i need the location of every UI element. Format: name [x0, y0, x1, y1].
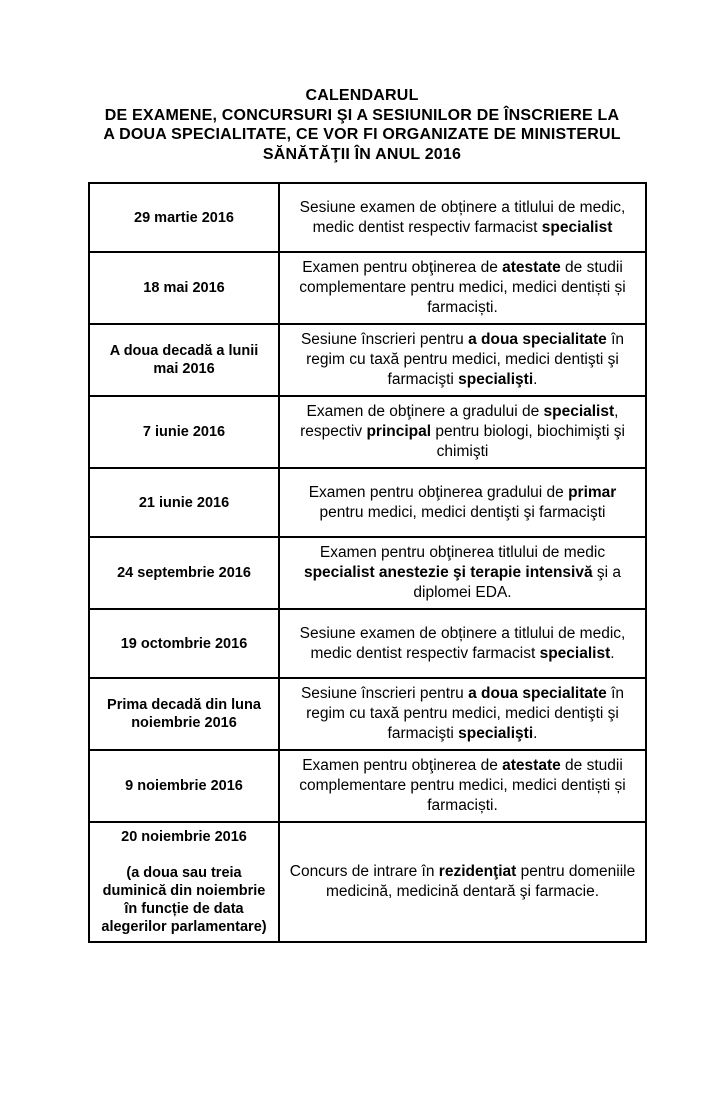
document-page	[0, 86, 724, 1110]
emphasis-text: specialist	[541, 218, 613, 236]
description-cell	[279, 537, 646, 609]
date-cell	[89, 252, 279, 324]
document-title	[20, 86, 704, 164]
description-cell	[279, 468, 646, 537]
body-text: Examen de obţinere a gradului de	[306, 403, 544, 420]
description-cell	[279, 609, 646, 678]
table-row	[89, 678, 646, 750]
date-line: Prima decadă din luna noiembrie 2016	[107, 697, 261, 731]
date-line	[98, 846, 270, 864]
table-row	[89, 252, 646, 324]
date-line: 24 septembrie 2016	[117, 565, 251, 581]
emphasis-text: primar	[568, 483, 617, 501]
body-text: .	[610, 644, 615, 662]
date-line: 7 iunie 2016	[142, 424, 226, 440]
body-text: pentru domeniile medicină, medicină dentară şi farmacie.	[325, 863, 636, 900]
emphasis-text: atestate	[502, 757, 561, 774]
table-row	[89, 468, 646, 537]
emphasis-text: specialişti	[458, 371, 534, 388]
table-row	[89, 537, 646, 609]
body-text: .	[533, 371, 538, 388]
body-text: Sesiune examen de obținere a titlului de medic, medic dentist respectiv farmacist	[299, 198, 626, 236]
date-line: 20 noiembrie 2016	[121, 829, 247, 845]
date-line: 9 noiembrie 2016	[125, 778, 243, 794]
title-line: CALENDARUL	[305, 87, 419, 104]
date-cell	[89, 537, 279, 609]
body-text: Examen pentru obţinerea titlului de medic	[319, 544, 606, 561]
description-cell	[279, 822, 646, 942]
body-text: Concurs de intrare în	[289, 863, 439, 880]
emphasis-text: specialist anestezie şi terapie intensivă	[303, 564, 593, 581]
title-line: A DOUA SPECIALITATE, CE VOR FI ORGANIZATE DE MINISTERUL	[103, 126, 621, 143]
body-text: pentru biologi, biochimişti şi chimişti	[431, 423, 625, 460]
body-text: de studii complementare pentru medici, medici dentiști și farmaciști.	[299, 757, 626, 814]
date-cell	[89, 678, 279, 750]
date-cell	[89, 822, 279, 942]
date-line: 29 martie 2016	[134, 209, 234, 226]
table-row	[89, 822, 646, 942]
description-cell	[279, 252, 646, 324]
body-text: Examen pentru obţinerea de	[302, 259, 503, 276]
body-text: de studii complementare pentru medici, medici dentiști și farmaciști.	[299, 259, 626, 316]
body-text: .	[533, 725, 538, 742]
date-cell	[89, 468, 279, 537]
body-text: în regim cu taxă pentru medici, medici dentişti şi farmacişti	[306, 685, 625, 742]
emphasis-text: specialişti	[458, 725, 534, 742]
description-cell	[279, 183, 646, 252]
date-cell	[89, 750, 279, 822]
body-text: pentru medici, medici dentişti şi farmacişti	[319, 503, 606, 521]
emphasis-text: specialist	[543, 403, 615, 420]
date-line: 21 iunie 2016	[138, 494, 230, 511]
description-cell	[279, 324, 646, 396]
date-line: (a doua sau treia duminică din noiembrie în funcție de data alegerilor parlamentare)	[101, 865, 267, 935]
body-text: Sesiune înscrieri pentru	[300, 331, 469, 348]
table-row	[89, 324, 646, 396]
body-text: Examen pentru obţinerea de	[302, 757, 503, 774]
date-line: 18 mai 2016	[143, 280, 225, 296]
table-row	[89, 183, 646, 252]
calendar-table	[88, 182, 647, 943]
description-cell	[279, 396, 646, 468]
emphasis-text: a doua specialitate	[468, 685, 607, 702]
body-text: Sesiune examen de obținere a titlului de medic, medic dentist respectiv farmacist	[299, 624, 626, 662]
description-cell	[279, 678, 646, 750]
date-cell	[89, 396, 279, 468]
table-row	[89, 609, 646, 678]
date-line: A doua decadă a lunii mai 2016	[109, 343, 259, 377]
date-cell	[89, 324, 279, 396]
emphasis-text: specialist	[539, 644, 611, 662]
date-line: 19 octombrie 2016	[120, 635, 248, 652]
body-text: şi a diplomei EDA.	[413, 564, 622, 601]
table-row	[89, 750, 646, 822]
description-cell	[279, 750, 646, 822]
calendar-table-body	[89, 183, 646, 942]
emphasis-text: principal	[366, 423, 432, 440]
table-row	[89, 396, 646, 468]
date-cell	[89, 609, 279, 678]
title-line: DE EXAMENE, CONCURSURI ŞI A SESIUNILOR DE ÎNSCRIERE LA	[104, 106, 620, 124]
emphasis-text: a doua specialitate	[468, 331, 607, 348]
date-cell	[89, 183, 279, 252]
body-text: în regim cu taxă pentru medici, medici dentişti şi farmacişti	[306, 331, 625, 388]
body-text: Examen pentru obţinerea gradului de	[308, 483, 569, 501]
title-line: SĂNĂTĂŢII ÎN ANUL 2016	[262, 145, 462, 163]
emphasis-text: rezidenţiat	[438, 863, 517, 880]
emphasis-text: atestate	[502, 259, 561, 276]
body-text: , respectiv	[300, 403, 619, 440]
body-text: Sesiune înscrieri pentru	[300, 685, 469, 702]
